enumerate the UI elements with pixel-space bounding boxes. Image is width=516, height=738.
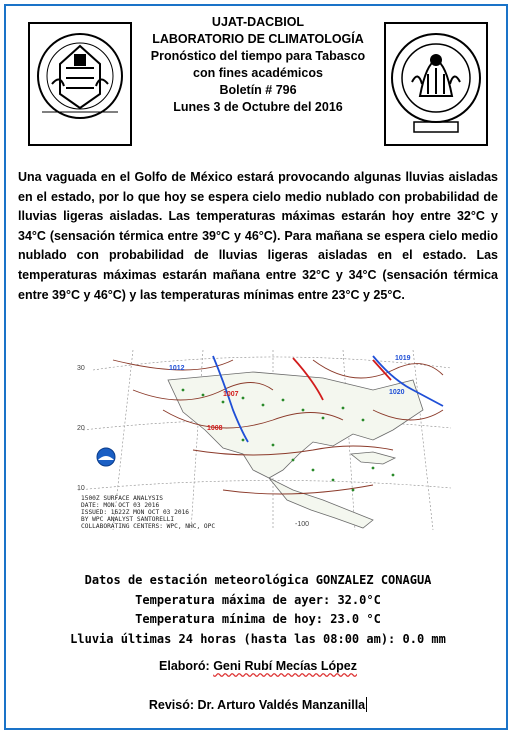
map-caption-line-5: COLLABORATING CENTERS: WPC, NHC, OPC [81,523,216,530]
bulletin-date: Lunes 3 de Octubre del 2016 [173,100,343,114]
forecast-title: Pronóstico del tiempo para Tabasco [150,49,366,63]
station-min-temp: Temperatura mínima de hoy: 23.0 °C [135,612,381,626]
made-by-line [0,659,516,673]
station-rain: Lluvia últimas 24 horas (hasta las 08:00 am): 0.0 mm [70,631,446,646]
institution-title: UJAT-DACBIOL [211,15,305,29]
map-caption-line-3: ISSUED: 1622Z MON OCT 03 2016 [81,509,190,516]
surface-analysis-map [73,350,451,530]
noaa-logo-icon [97,448,115,466]
pressure-label-3: 1012 [169,365,185,372]
station-max-temp: Temperatura máxima de ayer: 32.0°C [135,592,381,607]
forecast-paragraph: Una vaguada en el Golfo de México estará provocando algunas lluvias aisladas en el estado, por lo que hoy se espera cielo medio nublado con probabilidad de lluvias ligeras aisladas. Las temperaturas máximas estarán hoy entre 32°C y 34°C (sensación térmica entre 39°C y 46°C). Para mañana se espera cielo medio nublado con probabilidad de lluvias ligeras aisladas en el estado. Las temperaturas máximas estarán mañana entre 32°C y 34°C (sensación térmica entre 39°C y 46°C) y las temperaturas mínimas entre 23°C y 25°C. [18,170,498,302]
map-caption-line-4: BY WPC ANALYST SANTORELLI [81,516,175,523]
bulletin-header [0,14,516,116]
map-caption-line-2: DATE: MON OCT 03 2016 [81,502,160,509]
reviewed-by-text: Revisó: Dr. Arturo Valdés Manzanilla [148,698,366,712]
pressure-label-5: 1020 [389,389,405,396]
pressure-label-2: 1008 [207,425,223,432]
pressure-label-1: 1007 [223,391,239,398]
made-by-name: Geni Rubí Mecías López [213,659,357,673]
station-title: Datos de estación meteorológica GONZALEZ CONAGUA [84,573,432,587]
lab-title: LABORATORIO DE CLIMATOLOGÍA [152,32,364,46]
lon-label: -100 [295,521,310,528]
map-caption-line-1: 1500Z SURFACE ANALYSIS [81,495,163,502]
lat-label-30: 30 [77,365,85,372]
text-cursor [366,697,367,712]
station-data [0,571,516,649]
made-by-label: Elaboró: [159,659,214,673]
forecast-subtitle: con fines académicos [193,66,323,80]
bulletin-number: Boletín # 796 [219,83,297,97]
pressure-label-4: 1019 [395,355,411,362]
reviewed-by-line [0,697,516,712]
lat-label-10: 10 [77,485,85,492]
lat-label-20: 20 [77,425,85,432]
